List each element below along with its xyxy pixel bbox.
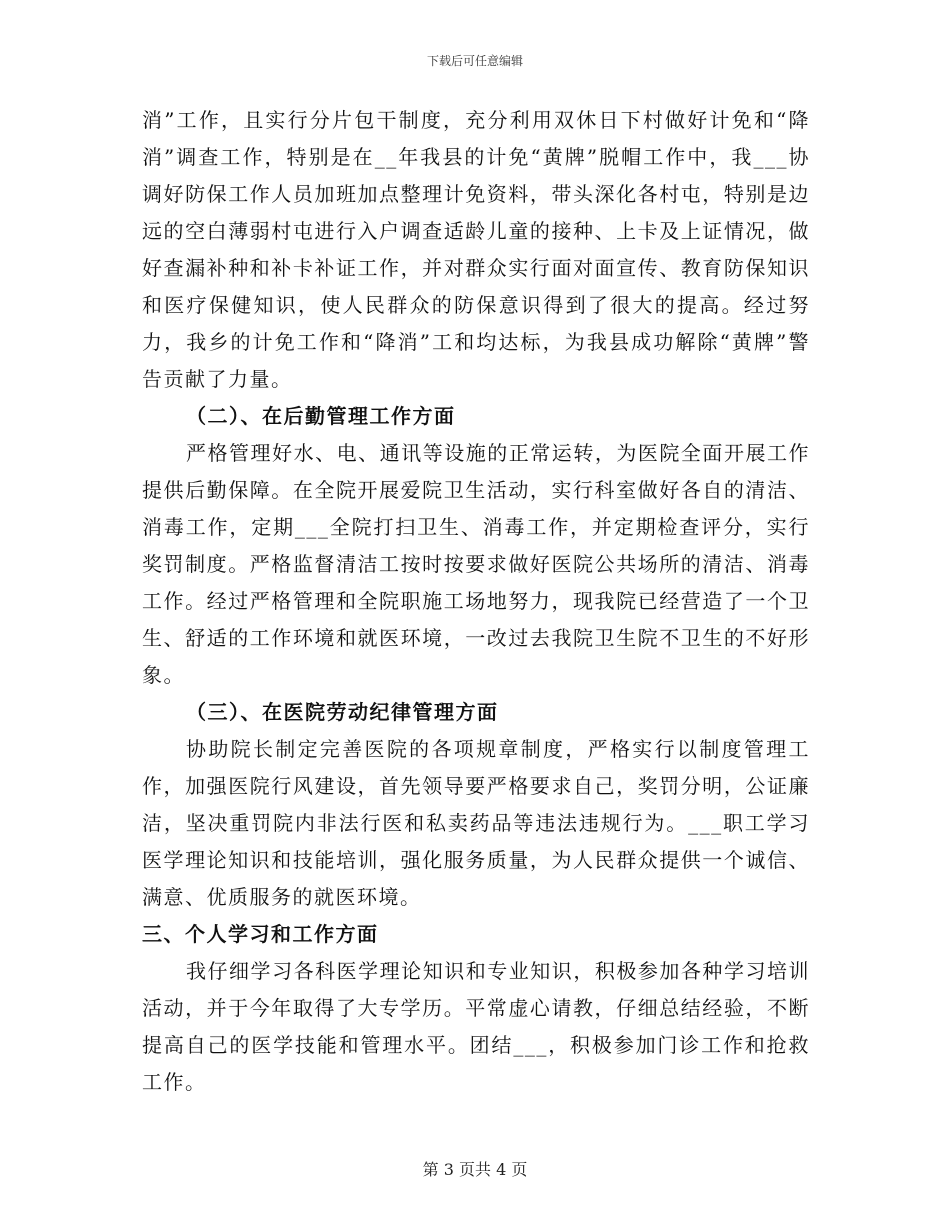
paragraph-discipline: 协助院长制定完善医院的各项规章制度，严格实行以制度管理工作，加强医院行风建设，首先领导要严格要求自己，奖罚分明，公证廉洁，坚决重罚院内非法行医和私卖药品等违法违规行为。___职工学习医学理论知识和技能培训，强化服务质量，为人民群众提供一个诚信、满意、优质服务的就医环境。 <box>142 737 810 909</box>
paragraph-continuation: 消”工作，且实行分片包干制度，充分利用双休日下村做好计免和“降消”调查工作，特别是在__年我县的计免“黄牌”脱帽工作中，我___协调好防保工作人员加班加点整理计免资料，带头深化各村屯，特别是边远的空白薄弱村屯进行入户调查适龄儿童的接种、上卡及上证情况，做好查漏补种和补卡补证工作，并对群众实行面对面宣传、教育防保知识和医疗保健知识，使人民群众的防保意识得到了很大的提高。经过努力，我乡的计免工作和“降消”工和均达标，为我县成功解除“黄牌”警告贡献了力量。 <box>142 108 810 391</box>
paragraph-logistics: 严格管理好水、电、通讯等设施的正常运转，为医院全面开展工作提供后勤保障。在全院开展爱院卫生活动，实行科室做好各自的清洁、消毒工作，定期___全院打扫卫生、消毒工作，并定期检查评分，实行奖罚制度。严格监督清洁工按时按要求做好医院公共场所的清洁、消毒工作。经过严格管理和全院职施工场地努力，现我院已经营造了一个卫生、舒适的工作环境和就医环境，一改过去我院卫生院不卫生的不好形象。 <box>142 441 810 687</box>
page-number: 第 3 页共 4 页 <box>422 1160 528 1179</box>
section-heading-personal: 三、个人学习和工作方面 <box>142 922 379 946</box>
page-header: 下载后可任意编辑 <box>426 54 523 68</box>
section-heading-discipline: （三）、在医院劳动纪律管理方面 <box>186 700 499 724</box>
section-heading-logistics: （二）、在后勤管理工作方面 <box>186 404 456 428</box>
document-body <box>142 102 810 1101</box>
paragraph-personal: 我仔细学习各科医学理论知识和专业知识，积极参加各种学习培训活动，并于今年取得了大专学历。平常虚心请教，仔细总结经验，不断提高自己的医学技能和管理水平。团结___，积极参加门诊工作和抢救工作。 <box>142 959 810 1094</box>
